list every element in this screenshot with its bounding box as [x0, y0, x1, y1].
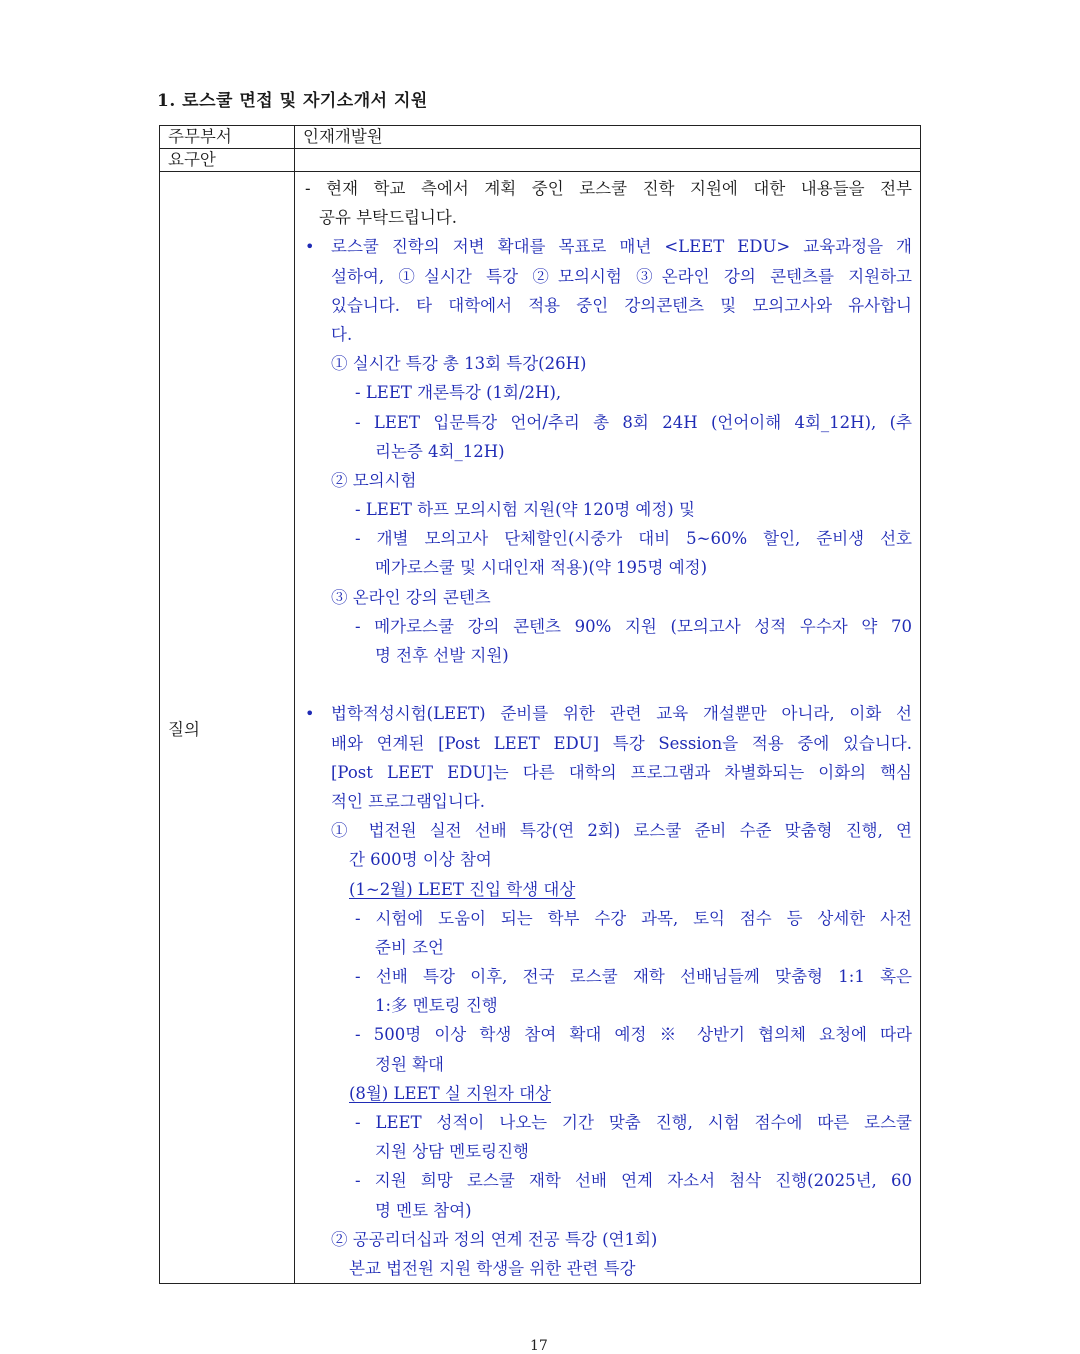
b1-line-4: 다.: [331, 324, 353, 344]
b2-h1-item-c-1: - 500명 이상 학생 참여 확대 예정 ※ 상반기 협의체 요청에 따라: [355, 1025, 912, 1045]
answer-block-1: [305, 232, 912, 349]
b2-h2-item-a-1: - LEET 성적이 나오는 기간 맞춤 진행, 시험 점수에 따른 로스쿨: [355, 1113, 912, 1132]
b2-line-3: [Post LEET EDU]는 다른 대학의 프로그램과 차별화되는 이화의 핵심: [331, 762, 912, 782]
b1-sub1-item-b-2: 리논증 4회_12H): [375, 441, 505, 461]
b2-h1-item-b-1: - 선배 특강 이후, 전국 로스쿨 재학 선배님들께 맞춤형 1:1 혹은: [355, 967, 912, 987]
b2-line-2: 배와 연계된 [Post LEET EDU] 특강 Session을 적용 중에 있습니다.: [331, 733, 912, 753]
row-inquiry: [160, 172, 921, 1284]
label-department: 주무부서: [160, 126, 295, 149]
b2-h1-item-c-2: 정원 확대: [375, 1054, 445, 1074]
b1-line-2: 설하여, ①실시간 특강 ②모의시험 ③온라인 강의 콘텐츠를 지원하고: [331, 266, 912, 286]
b2-heading-2: [305, 1079, 912, 1108]
b2-h2-item-b-1: - 지원 희망 로스쿨 재학 선배 연계 자소서 첨삭 진행(2025년, 60: [355, 1171, 912, 1191]
b1-sub1-item-b-1: - LEET 입문특강 언어/추리 총 8회 24H (언어이해 4회_12H), (추: [355, 412, 912, 432]
inquiry-content: [295, 172, 921, 1284]
b1-sub2-title: ② 모의시험: [331, 470, 417, 490]
b1-line-3: 있습니다. 타 대학에서 적용 중인 강의콘텐츠 및 모의고사와 유사합니: [331, 295, 912, 315]
bullet-icon: •: [305, 237, 315, 257]
info-table: [159, 125, 921, 1284]
b1-sub3-item-a-1: - 메가로스쿨 강의 콘텐츠 90% 지원 (모의고사 성적 우수자 약 70: [355, 616, 912, 636]
value-department: 인재개발원: [295, 126, 921, 149]
b1-sub3-title: ③ 온라인 강의 콘텐츠: [331, 587, 491, 607]
b1-sub1-item-a: - LEET 개론특강 (1회/2H),: [355, 383, 562, 403]
b2-sub1-line-1: ① 법전원 실전 선배 특강(연 2회) 로스쿨 준비 수준 맞춤형 진행, 연: [331, 821, 912, 841]
b2-heading-2-text: (8월) LEET 실 지원자 대상: [349, 1083, 551, 1103]
section-title: 1. 로스쿨 면접 및 자기소개서 지원: [157, 91, 428, 111]
b2-h1-item-b-2: 1:多 멘토링 진행: [375, 996, 498, 1016]
question-line-1: - 현재 학교 측에서 계획 중인 로스쿨 진학 지원에 대한 내용들을 전부: [305, 179, 912, 198]
b2-h1-item-a-1: - 시험에 도움이 되는 학부 수강 과목, 토익 점수 등 상세한 사전: [355, 908, 912, 928]
bullet-icon: •: [305, 704, 315, 724]
value-request: [295, 149, 921, 172]
label-request: 요구안: [160, 149, 295, 172]
b2-h2-item-b-2: 명 멘토 참여): [375, 1200, 472, 1220]
b2-h2-item-a-2: 지원 상담 멘토링진행: [375, 1142, 529, 1162]
row-request: [160, 149, 921, 172]
b2-heading-1-text: (1~2월) LEET 진입 학생 대상: [349, 879, 576, 899]
b2-sub2-item: 본교 법전원 지원 학생을 위한 관련 특강: [349, 1258, 636, 1278]
b2-sub2-title: ② 공공리더십과 정의 연계 전공 특강 (연1회): [331, 1229, 658, 1249]
b1-sub2-item-b-2: 메가로스쿨 및 시대인재 적용)(약 195명 예정): [375, 558, 708, 578]
page-number: 17: [530, 1338, 548, 1354]
b1-sub2-item-b-1: - 개별 모의고사 단체할인(시중가 대비 5~60% 할인, 준비생 선호: [355, 529, 912, 549]
b2-line-4: 적인 프로그램입니다.: [331, 791, 485, 811]
answer-block-2: [305, 699, 912, 816]
label-inquiry: 질의: [160, 172, 295, 1284]
b1-sub2-item-a: - LEET 하프 모의시험 지원(약 120명 예정) 및: [355, 500, 695, 520]
question-line-2: 공유 부탁드립니다.: [319, 208, 458, 228]
b2-sub1-line-2: 간 600명 이상 참여: [349, 850, 492, 870]
b2-heading-1: [305, 875, 912, 904]
row-department: [160, 126, 921, 149]
b1-sub1-title: ① 실시간 특강 총 13회 특강(26H): [331, 354, 587, 374]
b2-line-1: 법학적성시험(LEET) 준비를 위한 관련 교육 개설뿐만 아니라, 이화 선: [331, 704, 912, 724]
b1-sub3-item-a-2: 명 전후 선발 지원): [375, 646, 509, 665]
b2-h1-item-a-2: 준비 조언: [375, 937, 445, 957]
b1-line-1: 로스쿨 진학의 저변 확대를 목표로 매년 <LEET EDU> 교육과정을 개: [331, 237, 912, 257]
